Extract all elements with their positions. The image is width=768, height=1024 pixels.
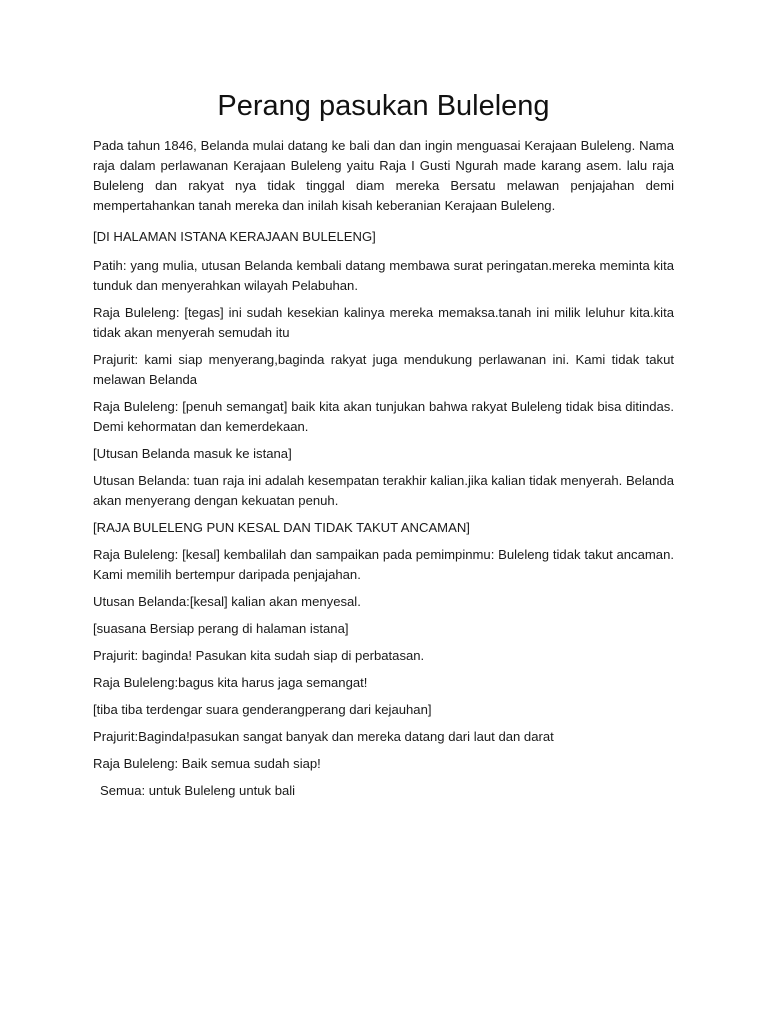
dialogue-line: Raja Buleleng: [penuh semangat] baik kita akan tunjukan bahwa rakyat Buleleng tidak bisa ditindas. Demi kehormatan dan kemerdekaan. <box>93 399 674 434</box>
intro-paragraph: Pada tahun 1846, Belanda mulai datang ke bali dan dan ingin menguasai Kerajaan Buleleng. Nama raja dalam perlawanan Kerajaan Buleleng yaitu Raja I Gusti Ngurah made karang asem. lalu raja Buleleng dan rakyat nya tidak tinggal diam mereka Bersatu melawan penjajahan demi mempertahankan tanah mereka dan inilah kisah keberanian Kerajaan Buleleng. <box>93 138 674 213</box>
dialogue-line: Raja Buleleng: [tegas] ini sudah kesekian kalinya mereka memaksa.tanah ini milik leluhur kita.kita tidak akan menyerah semudah itu <box>93 305 674 340</box>
dialogue-line: Utusan Belanda: tuan raja ini adalah kesempatan terakhir kalian.jika kalian tidak menyerah. Belanda akan menyerang dengan kekuatan penuh. <box>93 473 674 508</box>
stage-direction: [tiba tiba terdengar suara genderangperang dari kejauhan] <box>93 702 432 717</box>
dialogue-line: Raja Buleleng: Baik semua sudah siap! <box>93 756 321 771</box>
stage-direction: [RAJA BULELENG PUN KESAL DAN TIDAK TAKUT ANCAMAN] <box>93 520 470 535</box>
dialogue-line: Prajurit: kami siap menyerang,baginda rakyat juga mendukung perlawanan ini. Kami tidak takut melawan Belanda <box>93 352 674 387</box>
document-title: Perang pasukan Buleleng <box>217 90 550 122</box>
dialogue-line: Raja Buleleng: [kesal] kembalilah dan sampaikan pada pemimpinmu: Buleleng tidak takut ancaman. Kami memilih bertempur daripada penjajahan. <box>93 547 674 582</box>
stage-direction: [Utusan Belanda masuk ke istana] <box>93 446 292 461</box>
stage-direction: [DI HALAMAN ISTANA KERAJAAN BULELENG] <box>93 229 376 244</box>
dialogue-line: Prajurit:Baginda!pasukan sangat banyak dan mereka datang dari laut dan darat <box>93 729 554 744</box>
dialogue-line: Raja Buleleng:bagus kita harus jaga semangat! <box>93 675 368 690</box>
document-page <box>93 86 674 808</box>
dialogue-line: Utusan Belanda:[kesal] kalian akan menyesal. <box>93 594 361 609</box>
dialogue-line: Prajurit: baginda! Pasukan kita sudah siap di perbatasan. <box>93 648 425 663</box>
stage-direction: [suasana Bersiap perang di halaman istana] <box>93 621 349 636</box>
dialogue-line: Patih: yang mulia, utusan Belanda kembali datang membawa surat peringatan.mereka meminta kita tunduk dan menyerahkan wilayah Pelabuhan. <box>93 258 674 293</box>
dialogue-line: Semua: untuk Buleleng untuk bali <box>100 783 296 798</box>
